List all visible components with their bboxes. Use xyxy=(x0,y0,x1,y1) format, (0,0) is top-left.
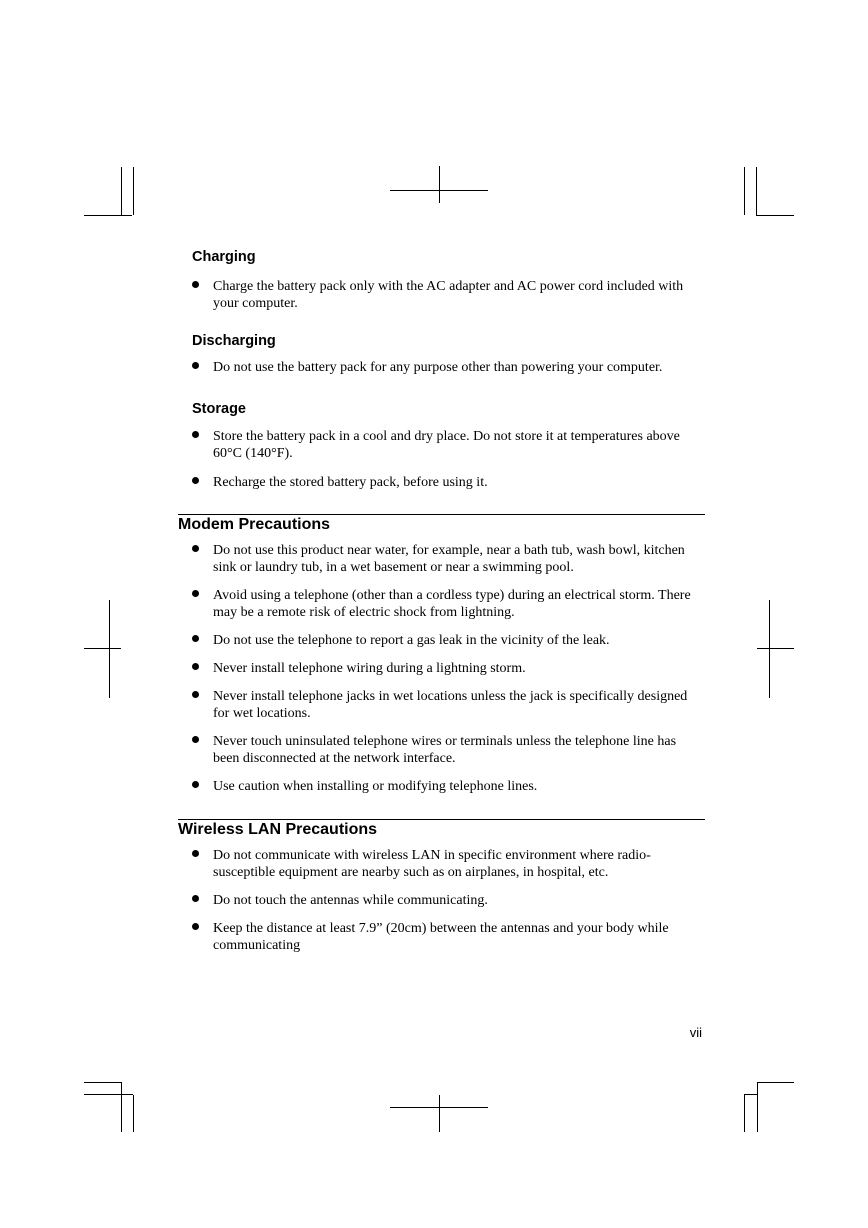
crop-mark-bottom-left-h xyxy=(84,1082,121,1083)
bullet-icon xyxy=(192,635,199,642)
crop-mark-top-right-v2 xyxy=(756,167,757,216)
bullet-icon xyxy=(192,431,199,438)
modem-item-4-text: Never install telephone wiring during a lightning storm. xyxy=(213,661,526,676)
bullet-icon xyxy=(192,850,199,857)
crop-mark-top-right-h xyxy=(757,215,794,216)
crop-mark-bottom-left-v2 xyxy=(133,1095,134,1132)
charging-heading: Charging xyxy=(192,249,256,265)
discharging-item-1 xyxy=(192,359,702,376)
bullet-icon xyxy=(192,663,199,670)
wlan-item-3 xyxy=(192,920,702,954)
wlan-item-2-text: Do not touch the antennas while communicating. xyxy=(213,893,488,908)
modem-item-7-text: Use caution when installing or modifying telephone lines. xyxy=(213,779,538,794)
crop-mark-bottom-right-h2 xyxy=(744,1094,757,1095)
crop-mark-right-middle-v xyxy=(769,600,770,698)
modem-item-6-text: Never touch uninsulated telephone wires or terminals unless the telephone line has been disconnected at the network interface. xyxy=(213,734,677,766)
crop-mark-bottom-center-v xyxy=(439,1095,440,1132)
crop-mark-right-middle-h xyxy=(757,648,794,649)
storage-item-2 xyxy=(192,474,702,491)
modem-item-1-text: Do not use this product near water, for example, near a bath tub, wash bowl, kitchen sink or laundry tub, in a wet basement or near a swimming pool. xyxy=(213,543,685,575)
bullet-icon xyxy=(192,545,199,552)
crop-mark-bottom-right-v1 xyxy=(757,1082,758,1132)
crop-mark-top-left-v2 xyxy=(133,167,134,215)
wlan-item-3-text: Keep the distance at least 7.9” (20cm) between the antennas and your body while communicating xyxy=(213,921,669,953)
wlan-item-1 xyxy=(192,847,702,881)
bullet-icon xyxy=(192,736,199,743)
storage-item-1 xyxy=(192,428,702,462)
charging-item-1 xyxy=(192,278,702,312)
bullet-icon xyxy=(192,477,199,484)
modem-item-5-text: Never install telephone jacks in wet locations unless the jack is specifically designed for wet locations. xyxy=(213,689,688,721)
crop-mark-bottom-right-h xyxy=(757,1082,794,1083)
modem-item-7 xyxy=(192,778,702,795)
discharging-item-1-text: Do not use the battery pack for any purpose other than powering your computer. xyxy=(213,360,663,375)
modem-heading: Modem Precautions xyxy=(178,516,331,533)
crop-mark-top-left-v1 xyxy=(121,167,122,215)
modem-item-4 xyxy=(192,660,702,677)
crop-mark-bottom-right-v2 xyxy=(744,1095,745,1132)
storage-item-2-text: Recharge the stored battery pack, before using it. xyxy=(213,475,488,490)
crop-mark-top-center-v xyxy=(439,166,440,203)
crop-mark-top-right-v1 xyxy=(744,167,745,215)
wlan-item-2 xyxy=(192,892,702,909)
modem-item-2 xyxy=(192,587,702,621)
modem-item-6 xyxy=(192,733,702,767)
bullet-icon xyxy=(192,590,199,597)
modem-section-rule xyxy=(178,514,705,515)
bullet-icon xyxy=(192,281,199,288)
bullet-icon xyxy=(192,895,199,902)
storage-item-1-text: Store the battery pack in a cool and dry place. Do not store it at temperatures above 60°C (140°F). xyxy=(213,429,680,461)
bullet-icon xyxy=(192,691,199,698)
wlan-item-1-text: Do not communicate with wireless LAN in specific environment where radio-susceptible equipment are nearby such as on airplanes, in hospital, etc. xyxy=(213,848,651,880)
storage-heading: Storage xyxy=(192,401,246,417)
modem-item-5 xyxy=(192,688,702,722)
crop-mark-left-middle-v xyxy=(109,600,110,698)
wlan-heading: Wireless LAN Precautions xyxy=(178,821,378,838)
bullet-icon xyxy=(192,362,199,369)
modem-item-2-text: Avoid using a telephone (other than a cordless type) during an electrical storm. There may be a remote risk of electric shock from lightning. xyxy=(213,588,691,620)
wlan-section-rule xyxy=(178,819,705,820)
crop-mark-bottom-left-v1 xyxy=(121,1082,122,1132)
crop-mark-top-left-h xyxy=(84,215,132,216)
discharging-heading: Discharging xyxy=(192,333,276,349)
page-number: vii xyxy=(689,1025,702,1040)
charging-item-1-text: Charge the battery pack only with the AC adapter and AC power cord included with your computer. xyxy=(213,279,684,311)
modem-item-1 xyxy=(192,542,702,576)
bullet-icon xyxy=(192,923,199,930)
bullet-icon xyxy=(192,781,199,788)
crop-mark-left-middle-h xyxy=(84,648,121,649)
modem-item-3-text: Do not use the telephone to report a gas leak in the vicinity of the leak. xyxy=(213,633,610,648)
crop-mark-bottom-left-h2 xyxy=(84,1094,133,1095)
modem-item-3 xyxy=(192,632,702,649)
